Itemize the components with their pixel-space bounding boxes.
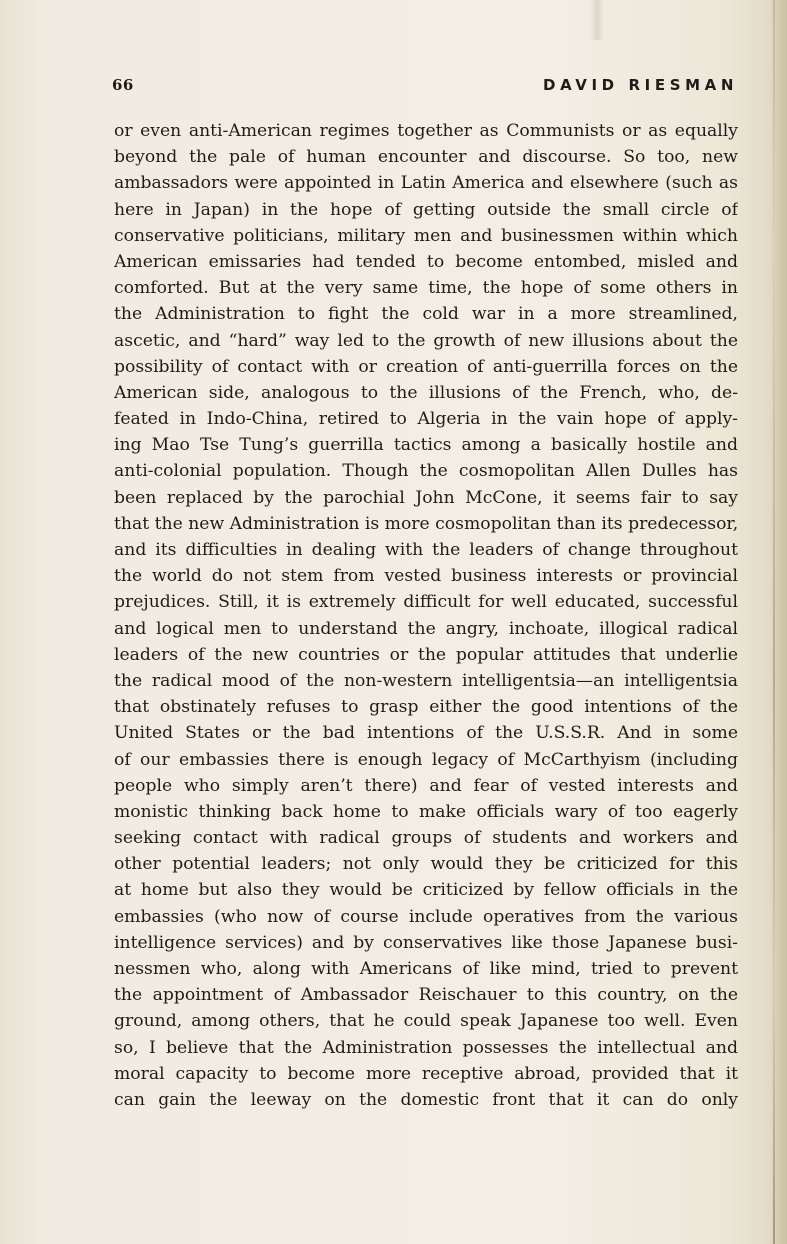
text-line: ascetic, and “hard” way led to the growth of new illusions about the [114, 330, 738, 351]
text-line: nessmen who, along with Americans of like mind, tried to prevent [114, 959, 738, 979]
text-line: seeking contact with radical groups of students and workers and [114, 828, 738, 849]
text-line: of our embassies there is enough legacy of McCarthyism (including [114, 749, 738, 770]
text-line: American side, analogous to the illusions of the French, who, de- [114, 382, 738, 403]
text-line: people who simply aren’t there) and fear of vested interests and [114, 775, 738, 796]
page-edge-line [773, 0, 775, 1244]
page-crease [590, 0, 604, 40]
text-line: leaders of the new countries or the popular attitudes that underlie [114, 644, 738, 665]
text-line: intelligence services) and by conservatives like those Japanese busi- [114, 932, 738, 953]
text-line: been replaced by the parochial John McCone, it seems fair to say [114, 487, 738, 508]
text-line: beyond the pale of human encounter and discourse. So too, new [114, 147, 738, 168]
text-line: anti-colonial population. Though the cosmopolitan Allen Dulles has [114, 461, 738, 482]
text-line: embassies (who now of course include operatives from the various [114, 906, 738, 927]
text-line: or even anti-American regimes together as Communists or as equally [114, 121, 738, 141]
text-line: American emissaries had tended to become entombed, misled and [114, 251, 738, 272]
text-line: ing Mao Tse Tung’s guerrilla tactics among a basically hostile and [114, 435, 738, 456]
text-line: United States or the bad intentions of the U.S.S.R. And in some [114, 723, 738, 744]
text-line: conservative politicians, military men and businessmen within which [114, 225, 738, 246]
text-line: at home but also they would be criticized by fellow officials in the [114, 880, 738, 901]
text-line: monistic thinking back home to make officials wary of too eagerly [114, 801, 738, 822]
text-line: prejudices. Still, it is extremely difficult for well educated, successful [114, 592, 738, 613]
page-header [112, 76, 738, 100]
running-head: DAVID RIESMAN [543, 76, 738, 94]
text-line: the world do not stem from vested business interests or provincial [114, 566, 738, 587]
text-line: ambassadors were appointed in Latin America and elsewhere (such as [114, 173, 738, 194]
text-line: that the new Administration is more cosmopolitan than its predecessor, [114, 513, 738, 534]
text-line: ground, among others, that he could speak Japanese too well. Even [114, 1011, 738, 1032]
text-line: feated in Indo-China, retired to Algeria in the vain hope of apply- [114, 409, 738, 430]
text-line: the Administration to fight the cold war in a more streamlined, [114, 304, 738, 325]
text-line: other potential leaders; not only would they be criticized for this [114, 854, 738, 875]
text-line: here in Japan) in the hope of getting outside the small circle of [114, 199, 738, 220]
text-line: can gain the leeway on the domestic front that it can do only [114, 1089, 738, 1110]
text-line: the appointment of Ambassador Reischauer to this country, on the [114, 985, 738, 1006]
text-line: and logical men to understand the angry, inchoate, illogical radical [114, 618, 738, 639]
text-line: that obstinately refuses to grasp either the good intentions of the [114, 697, 738, 718]
text-line: possibility of contact with or creation of anti-guerrilla forces on the [114, 356, 738, 377]
text-line: and its difficulties in dealing with the leaders of change throughout [114, 540, 738, 560]
text-line: the radical mood of the non-western intelligentsia—an intelligentsia [114, 670, 738, 691]
text-line: so, I believe that the Administration possesses the intellectual and [114, 1037, 738, 1058]
body-text [114, 118, 738, 1113]
text-line: comforted. But at the very same time, the hope of some others in [114, 278, 738, 299]
text-line: moral capacity to become more receptive abroad, provided that it [114, 1063, 738, 1084]
page-number: 66 [112, 76, 134, 94]
